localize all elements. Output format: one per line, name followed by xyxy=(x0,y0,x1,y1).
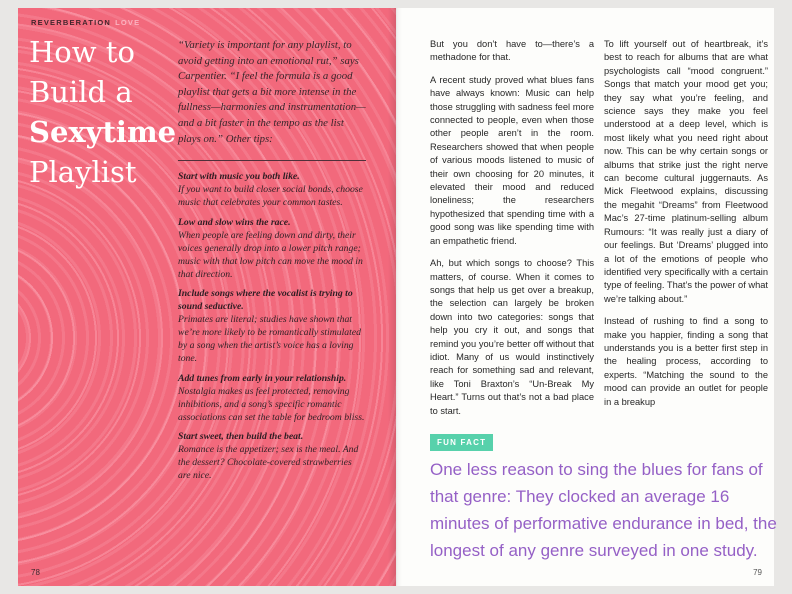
page-number-right: 79 xyxy=(753,568,762,577)
tip-heading: Start sweet, then build the beat. xyxy=(178,431,304,443)
body-paragraph: To lift yourself out of heartbreak, it’s best to reach for albums that are what psychologists call “mood congruent.” Songs that match your mood get you; they say what you’re feeling, and science says they make you feel understood at a deep level, which is most likely what you need right about now. This can be why certain songs or albums that strike just the right nerve can become cultural juggernauts. As Mick Fleetwood explains, discussing the megahit “Dreams” from Fleetwood Mac’s 27-time platinum-selling album Rumours: “It was really just a diary of our feelings. But ‘Dreams’ plugged into a lot of the emotions of people who identified very specifically with a certain type of feeling. That’s the power of what we’re talking about.” xyxy=(604,39,769,304)
left-text-column xyxy=(178,38,366,490)
tip-heading: Low and slow wins the race. xyxy=(178,216,291,228)
kicker-section-label: REVERBERATION xyxy=(31,18,112,27)
tip-heading: Start with music you both like. xyxy=(178,171,300,183)
fun-fact-text: One less reason to sing the blues for fans of that genre: They clocked an average 16 minutes of performative endurance in bed, the longest of any genre surveyed in one study. xyxy=(430,460,777,560)
title-line-1: How to xyxy=(29,35,135,69)
section-kicker xyxy=(31,18,140,27)
tip-item xyxy=(178,217,366,282)
right-page xyxy=(396,8,777,586)
kicker-topic-label: LOVE xyxy=(115,18,141,27)
fun-fact-badge: FUN FACT xyxy=(430,434,493,451)
tip-body: Romance is the appetizer; sex is the meal. And the dessert? Chocolate-covered strawberries are nice. xyxy=(178,444,359,482)
tip-heading: Include songs where the vocalist is trying to sound seductive. xyxy=(178,288,353,313)
intro-quote: “Variety is important for any playlist, to avoid getting into an emotional rut,” says Carpentier. “I feel the formula is a good playlist that gets a bit more intense in the fullness—harmonies and instrumentation—and a bit faster in the tempo as the list plays on.” Other tips: xyxy=(178,39,366,145)
body-column-1 xyxy=(430,38,594,427)
divider-rule xyxy=(178,160,366,161)
tip-body: Nostalgia makes us feel protected, removing inhibitions, and a song’s specific romantic associations can set the table for bedroom bliss. xyxy=(178,385,365,423)
tip-heading: Add tunes from early in your relationship. xyxy=(178,372,347,384)
article-title xyxy=(29,32,179,192)
fun-fact-callout xyxy=(430,432,778,564)
left-page xyxy=(18,8,396,586)
tip-body: When people are feeling down and dirty, their voices generally drop into a lower pitch range; music with that low pitch can move the mood in that direction. xyxy=(178,229,363,280)
body-paragraph: Instead of rushing to find a song to make you happier, finding a song that understands you is a better first step in the healing process, according to experts. “Matching the sound to the mood can provide an outlet for people in a breakup xyxy=(604,316,768,407)
title-line-4: Playlist xyxy=(29,155,137,189)
title-line-2: Build a xyxy=(29,75,133,109)
tip-item xyxy=(178,431,366,483)
tip-item xyxy=(178,373,366,425)
tip-item xyxy=(178,171,366,210)
body-paragraph: Ah, but which songs to choose? This matters, of course. When it comes to songs that help us get over a breakup, the selection can largely be broken down into two categories: songs that help you cry it out, and songs that remind you you’re better off without that idiot. Many of us would instinctively reach for something sad and relevant, like Toni Braxton’s “Un-Break My Heart.” Turns out that’s not a bad place to start. xyxy=(430,258,594,416)
title-line-3: Sexytime xyxy=(29,115,177,149)
tip-body: If you want to build closer social bonds, choose music that celebrates your common tastes. xyxy=(178,184,363,208)
tip-body: Primates are literal; studies have shown that we’re more likely to be romantically stimulated by a song when the artist’s voice has a loving tone. xyxy=(178,314,361,364)
body-paragraph: A recent study proved what blues fans have always known: Music can help those struggling with sadness feel more connected to people, even when those other people aren’t in the room. Researchers showed that when people of various moods listened to music of their own choosing for 20 minutes, it elevated their mood and reduced loneliness; the researchers hypothesized that spending time with a good song was like spending time with an empathetic friend. xyxy=(430,74,594,246)
page-number-left: 78 xyxy=(31,568,40,577)
body-column-2 xyxy=(604,38,768,418)
body-paragraph: But you don’t have to—there’s a methadone for that. xyxy=(430,39,594,63)
tip-item xyxy=(178,288,366,365)
